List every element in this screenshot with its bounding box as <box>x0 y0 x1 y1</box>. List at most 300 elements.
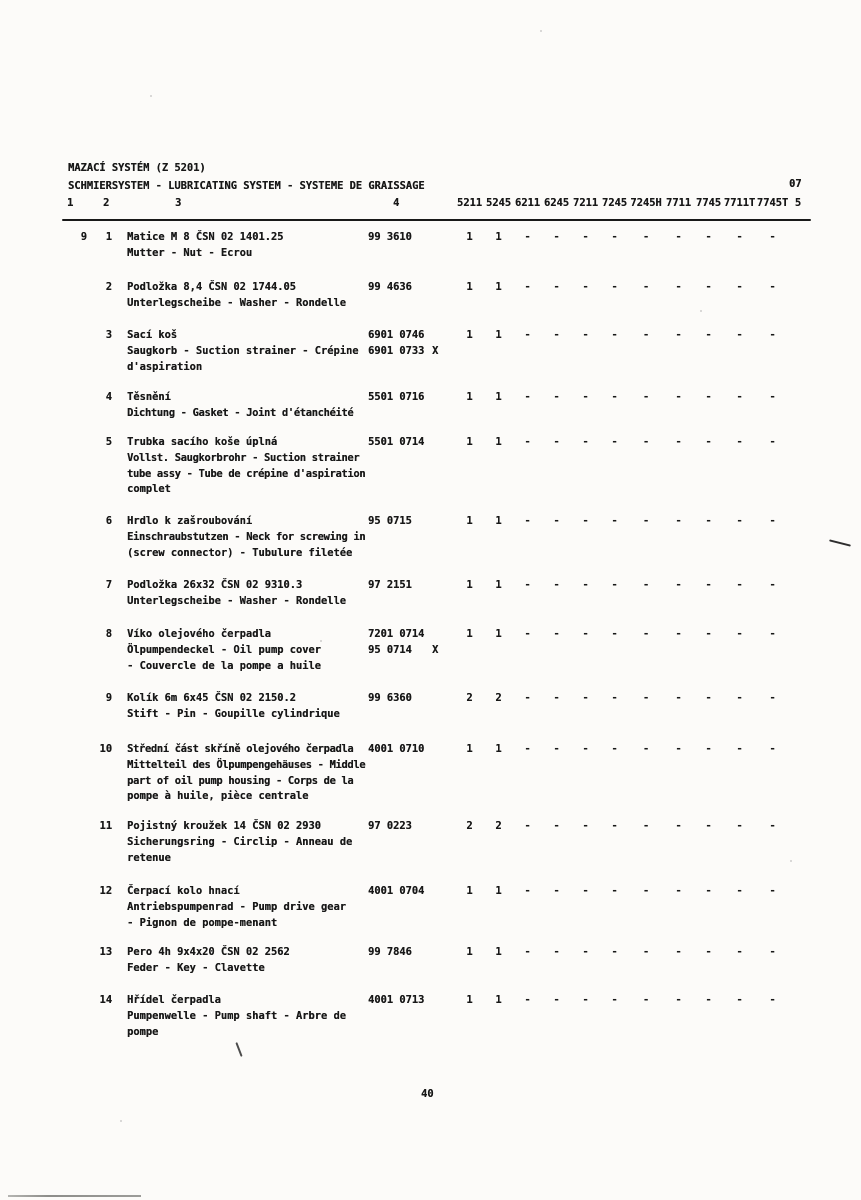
qty-cell <box>789 819 807 835</box>
scan-speck <box>150 95 152 97</box>
row-description <box>127 884 371 931</box>
qty-cell: - <box>642 515 650 527</box>
part-number: 4001 0713 <box>368 994 425 1006</box>
qty-cell: - <box>642 820 650 832</box>
qty-cell: - <box>736 820 743 832</box>
description-line: - Couvercle de la pompe a huile <box>127 659 321 672</box>
qty-cell: 2 <box>466 692 473 704</box>
qty-cell: - <box>675 628 682 640</box>
qty-cell: - <box>642 743 650 755</box>
model-column-header: 7711 <box>665 197 692 209</box>
qty-cell: - <box>524 391 531 403</box>
row-quantities <box>455 742 807 758</box>
qty-cell: 1 <box>466 436 473 448</box>
description-line: Čerpací kolo hnací <box>127 885 240 897</box>
qty-cell: - <box>705 820 712 832</box>
qty-cell: - <box>582 391 589 403</box>
qty-cell: - <box>524 946 531 958</box>
description-line: Těsnění <box>127 391 171 403</box>
qty-cell: - <box>675 692 682 704</box>
qty-cell: - <box>553 281 560 293</box>
model-column-header: 7245H <box>630 197 662 209</box>
qty-cell: - <box>553 692 560 704</box>
qty-cell: - <box>675 515 682 527</box>
row-quantities <box>455 390 807 406</box>
row-quantities <box>455 230 807 246</box>
row-item-number: 6 <box>105 515 112 527</box>
row-description <box>127 742 371 805</box>
qty-cell: - <box>769 743 776 755</box>
qty-cell: - <box>736 231 743 243</box>
qty-cell: - <box>582 231 589 243</box>
description-line: Mutter - Nut - Ecrou <box>127 246 253 259</box>
qty-cell: 1 <box>495 515 502 527</box>
qty-cell <box>789 993 807 1009</box>
qty-cell: - <box>769 692 776 704</box>
qty-cell <box>789 578 807 594</box>
qty-cell: - <box>736 579 743 591</box>
qty-cell: 1 <box>495 885 502 897</box>
qty-cell <box>789 691 807 707</box>
qty-cell: 2 <box>495 820 502 832</box>
qty-cell: - <box>524 994 531 1006</box>
qty-cell <box>789 435 807 451</box>
qty-cell: - <box>611 946 618 958</box>
row-quantities <box>455 691 807 707</box>
qty-cell: - <box>736 885 743 897</box>
row-item-number: 5 <box>105 436 112 448</box>
part-number: 97 0223 <box>368 820 412 832</box>
qty-cell <box>789 514 807 530</box>
row-quantities <box>455 993 807 1009</box>
model-column-header: 7711T <box>723 197 756 209</box>
model-column-header: 5245 <box>485 197 512 209</box>
row-item-number: 2 <box>105 281 112 293</box>
qty-cell: - <box>642 391 650 403</box>
part-number: 4001 0710 <box>368 743 425 755</box>
description-line: Dichtung - Gasket - Joint d'étanchéité <box>127 406 354 419</box>
header-rule <box>62 219 811 221</box>
qty-cell: 1 <box>466 391 473 403</box>
qty-cell: 1 <box>466 946 473 958</box>
row-item-number: 13 <box>99 946 112 958</box>
qty-cell: - <box>582 692 589 704</box>
row-description <box>127 993 371 1040</box>
qty-cell: - <box>705 231 712 243</box>
qty-cell: - <box>524 820 531 832</box>
qty-cell: 1 <box>495 436 502 448</box>
qty-cell: - <box>553 820 560 832</box>
qty-cell: - <box>675 885 682 897</box>
row-quantities <box>455 945 807 961</box>
qty-cell: - <box>769 579 776 591</box>
qty-cell: - <box>642 628 650 640</box>
part-number: 99 7846 <box>368 946 412 958</box>
qty-cell: - <box>524 436 531 448</box>
qty-cell: - <box>582 436 589 448</box>
qty-cell: - <box>705 994 712 1006</box>
qty-cell: - <box>582 820 589 832</box>
model-column-header: 6245 <box>543 197 570 209</box>
qty-cell: - <box>769 436 776 448</box>
qty-cell: - <box>675 743 682 755</box>
qty-cell: - <box>642 946 650 958</box>
model-column-header: 7245 <box>601 197 628 209</box>
qty-cell: - <box>582 579 589 591</box>
scan-speck <box>790 860 792 862</box>
description-line: Hrdlo k zašroubování <box>127 515 253 527</box>
qty-cell: - <box>582 281 589 293</box>
part-number: 4001 0704 <box>368 885 425 897</box>
qty-cell: 1 <box>466 329 473 341</box>
qty-cell: - <box>675 436 682 448</box>
qty-cell: - <box>675 391 682 403</box>
part-number: 99 6360 <box>368 692 412 704</box>
qty-cell: - <box>524 515 531 527</box>
description-line: Feder - Key - Clavette <box>127 961 265 974</box>
qty-cell: - <box>611 628 618 640</box>
part-number: 95 0714 <box>368 643 412 656</box>
qty-cell: - <box>524 628 531 640</box>
description-line: Unterlegscheibe - Washer - Rondelle <box>127 594 346 607</box>
qty-cell: - <box>705 628 712 640</box>
qty-cell: - <box>705 579 712 591</box>
qty-cell: - <box>736 391 743 403</box>
qty-cell: - <box>611 329 618 341</box>
qty-cell <box>789 945 807 961</box>
qty-cell: - <box>553 436 560 448</box>
qty-cell: - <box>769 946 776 958</box>
row-ref: 9 <box>80 231 87 243</box>
qty-cell <box>789 742 807 758</box>
row-description <box>127 514 371 561</box>
description-line: Saugkorb - Suction strainer - Crépine <box>127 344 359 357</box>
part-number: 5501 0714 <box>368 436 425 448</box>
row-item-number: 8 <box>105 628 112 640</box>
row-description <box>127 280 371 312</box>
qty-cell: - <box>736 692 743 704</box>
qty-cell: - <box>524 885 531 897</box>
qty-cell: 1 <box>495 329 502 341</box>
qty-cell: 1 <box>495 231 502 243</box>
qty-cell <box>789 230 807 246</box>
qty-cell: - <box>553 885 560 897</box>
description-line: Unterlegscheibe - Washer - Rondelle <box>127 296 346 309</box>
qty-cell: - <box>705 692 712 704</box>
qty-cell: - <box>705 281 712 293</box>
qty-cell: - <box>705 436 712 448</box>
description-line: Trubka sacího koše úplná <box>127 436 278 448</box>
row-description <box>127 691 371 723</box>
description-line: Ölpumpendeckel - Oil pump cover <box>127 643 321 656</box>
row-item-number: 9 <box>105 692 112 704</box>
row-quantities <box>455 627 807 643</box>
qty-cell: - <box>611 231 618 243</box>
qty-cell: - <box>524 743 531 755</box>
qty-cell: - <box>675 994 682 1006</box>
qty-cell: - <box>553 391 560 403</box>
qty-cell: - <box>553 579 560 591</box>
column-header-1: 1 <box>67 197 74 209</box>
pen-mark <box>829 539 851 546</box>
qty-cell: 2 <box>495 692 502 704</box>
row-quantities <box>455 578 807 594</box>
model-column-header: 5211 <box>456 197 483 209</box>
description-line: Pumpenwelle - Pump shaft - Arbre de <box>127 1009 346 1022</box>
page-title: MAZACÍ SYSTÉM (Z 5201) <box>68 162 206 174</box>
qty-cell: - <box>769 391 776 403</box>
part-number: 6901 0746 <box>368 329 425 341</box>
qty-cell: - <box>553 946 560 958</box>
qty-cell: 1 <box>466 743 473 755</box>
qty-cell <box>789 328 807 344</box>
row-item-number: 11 <box>99 820 112 832</box>
qty-cell: - <box>769 820 776 832</box>
description-line: Pero 4h 9x4x20 ČSN 02 2562 <box>127 946 290 958</box>
qty-cell: - <box>611 743 618 755</box>
qty-cell: - <box>611 692 618 704</box>
row-quantities <box>455 328 807 344</box>
qty-cell: - <box>582 628 589 640</box>
qty-cell: - <box>611 391 618 403</box>
qty-cell <box>789 390 807 406</box>
qty-cell: - <box>642 579 650 591</box>
qty-cell: - <box>769 885 776 897</box>
qty-cell: - <box>705 329 712 341</box>
qty-cell: 2 <box>466 820 473 832</box>
description-line: complet <box>127 483 171 496</box>
page-number: 40 <box>421 1088 434 1100</box>
description-line: Pojistný kroužek 14 ČSN 02 2930 <box>127 820 321 832</box>
row-description <box>127 390 371 422</box>
x-mark: X <box>432 344 439 357</box>
description-line: Podložka 8,4 ČSN 02 1744.05 <box>127 281 296 293</box>
qty-cell: - <box>524 231 531 243</box>
qty-cell: - <box>769 329 776 341</box>
model-column-header: 7211 <box>572 197 599 209</box>
qty-cell: 1 <box>466 231 473 243</box>
part-number: 99 3610 <box>368 231 412 243</box>
qty-cell: - <box>705 391 712 403</box>
model-column-header: 6211 <box>514 197 541 209</box>
description-line: Víko olejového čerpadla <box>127 628 271 640</box>
row-description <box>127 578 371 610</box>
qty-cell: - <box>553 515 560 527</box>
page-code: 07 <box>789 178 802 190</box>
qty-cell: - <box>611 436 618 448</box>
qty-cell: - <box>524 692 531 704</box>
model-column-header: 7745 <box>695 197 722 209</box>
qty-cell: 1 <box>495 628 502 640</box>
qty-cell: - <box>582 885 589 897</box>
column-header-2: 2 <box>103 197 110 209</box>
row-item-number: 4 <box>105 391 112 403</box>
qty-cell: - <box>736 946 743 958</box>
qty-cell: - <box>736 628 743 640</box>
row-item-number: 3 <box>105 329 112 341</box>
description-line: Vollst. Saugkorbrohr - Suction strainer <box>127 451 360 464</box>
qty-cell: - <box>611 885 618 897</box>
qty-cell: - <box>675 231 682 243</box>
row-description <box>127 435 371 498</box>
model-header-row <box>455 196 807 212</box>
qty-cell: 1 <box>495 946 502 958</box>
qty-cell: - <box>582 329 589 341</box>
qty-cell: - <box>642 994 650 1006</box>
model-column-header: 7745T <box>756 197 789 209</box>
column-header-3: 3 <box>175 197 182 209</box>
description-line: Sicherungsring - Circlip - Anneau de <box>127 835 353 848</box>
row-description <box>127 230 371 262</box>
qty-cell: 1 <box>495 994 502 1006</box>
qty-cell: - <box>642 231 650 243</box>
row-quantities <box>455 819 807 835</box>
scan-speck <box>120 1120 122 1122</box>
row-item-number: 12 <box>99 885 112 897</box>
column-header-4: 4 <box>393 197 400 209</box>
qty-cell: - <box>611 281 618 293</box>
qty-cell: 1 <box>495 391 502 403</box>
description-line: (screw connector) - Tubulure filetée <box>127 546 353 559</box>
qty-cell: - <box>705 743 712 755</box>
qty-cell: - <box>736 329 743 341</box>
part-number: 95 0715 <box>368 515 412 527</box>
qty-cell: 1 <box>466 994 473 1006</box>
description-line: Hřídel čerpadla <box>127 994 221 1006</box>
qty-cell: 1 <box>466 281 473 293</box>
row-item-number: 10 <box>99 743 112 755</box>
qty-cell: - <box>736 436 743 448</box>
qty-cell: - <box>582 946 589 958</box>
page-subtitle: SCHMIERSYSTEM - LUBRICATING SYSTEM - SYSTEME DE GRAISSAGE <box>68 180 425 192</box>
qty-cell: - <box>705 515 712 527</box>
qty-cell: - <box>736 281 743 293</box>
x-mark: X <box>432 643 439 656</box>
model-column-header: 5 <box>794 197 802 209</box>
description-line: Einschraubstutzen - Neck for screwing in <box>127 530 366 543</box>
row-item-number: 7 <box>105 579 112 591</box>
qty-cell <box>789 627 807 643</box>
description-line: Antriebspumpenrad - Pump drive gear <box>127 900 346 913</box>
qty-cell <box>789 884 807 900</box>
qty-cell: - <box>642 329 650 341</box>
qty-cell: - <box>642 692 650 704</box>
qty-cell: - <box>553 628 560 640</box>
qty-cell: - <box>611 515 618 527</box>
qty-cell <box>789 280 807 296</box>
qty-cell: - <box>705 946 712 958</box>
row-quantities <box>455 514 807 530</box>
description-line: Podložka 26x32 ČSN 02 9310.3 <box>127 579 303 591</box>
qty-cell: - <box>553 994 560 1006</box>
scan-artifact-line <box>8 1195 141 1197</box>
description-line: part of oil pump housing - Corps de la <box>127 774 354 787</box>
scan-speck <box>540 30 542 32</box>
row-description <box>127 328 371 375</box>
qty-cell: - <box>675 946 682 958</box>
row-description <box>127 945 371 977</box>
part-number: 6901 0733 <box>368 344 425 357</box>
qty-cell: - <box>553 231 560 243</box>
qty-cell: - <box>611 579 618 591</box>
qty-cell: 1 <box>466 885 473 897</box>
qty-cell: - <box>642 436 650 448</box>
description-line: pompe à huile, pièce centrale <box>127 790 309 803</box>
qty-cell: - <box>582 994 589 1006</box>
qty-cell: - <box>524 281 531 293</box>
row-item-number: 14 <box>99 994 112 1006</box>
pen-mark <box>235 1042 242 1057</box>
row-quantities <box>455 435 807 451</box>
qty-cell: - <box>524 579 531 591</box>
qty-cell: - <box>769 515 776 527</box>
part-number: 7201 0714 <box>368 628 425 640</box>
description-line: - Pignon de pompe-menant <box>127 916 278 929</box>
qty-cell: - <box>769 281 776 293</box>
qty-cell: - <box>611 820 618 832</box>
part-number: 97 2151 <box>368 579 412 591</box>
qty-cell: - <box>736 994 743 1006</box>
part-number: 99 4636 <box>368 281 412 293</box>
scan-speck <box>700 310 702 312</box>
description-line: pompe <box>127 1025 159 1038</box>
qty-cell: 1 <box>495 281 502 293</box>
qty-cell: 1 <box>466 579 473 591</box>
part-number-line <box>368 344 508 360</box>
qty-cell: - <box>736 743 743 755</box>
qty-cell: - <box>769 231 776 243</box>
qty-cell: - <box>553 329 560 341</box>
description-line: Kolík 6m 6x45 ČSN 02 2150.2 <box>127 692 296 704</box>
qty-cell: - <box>524 329 531 341</box>
qty-cell: - <box>675 329 682 341</box>
row-description <box>127 627 371 674</box>
qty-cell: - <box>769 628 776 640</box>
description-line: Stift - Pin - Goupille cylindrique <box>127 707 340 720</box>
qty-cell: - <box>611 994 618 1006</box>
description-line: tube assy - Tube de crépine d'aspiration <box>127 467 366 480</box>
description-line: Matice M 8 ČSN 02 1401.25 <box>127 231 284 243</box>
row-quantities <box>455 884 807 900</box>
qty-cell: - <box>553 743 560 755</box>
qty-cell: - <box>582 743 589 755</box>
part-number-line <box>368 643 508 659</box>
description-line: Sací koš <box>127 329 178 341</box>
qty-cell: - <box>582 515 589 527</box>
qty-cell: - <box>642 885 650 897</box>
qty-cell: - <box>642 281 650 293</box>
qty-cell: 1 <box>466 515 473 527</box>
qty-cell: - <box>675 579 682 591</box>
description-line: Střední část skříně olejového čerpadla <box>127 743 354 755</box>
row-quantities <box>455 280 807 296</box>
scan-speck <box>320 640 322 642</box>
description-line: Mittelteil des Ölpumpengehäuses - Middle <box>127 758 366 771</box>
row-description <box>127 819 371 866</box>
qty-cell: 1 <box>495 743 502 755</box>
qty-cell: 1 <box>466 628 473 640</box>
qty-cell: - <box>769 994 776 1006</box>
part-number: 5501 0716 <box>368 391 425 403</box>
description-line: d'aspiration <box>127 360 203 373</box>
qty-cell: - <box>675 281 682 293</box>
row-item-number: 1 <box>105 231 112 243</box>
description-line: retenue <box>127 851 171 864</box>
qty-cell: - <box>675 820 682 832</box>
qty-cell: - <box>736 515 743 527</box>
qty-cell: - <box>705 885 712 897</box>
qty-cell: 1 <box>495 579 502 591</box>
